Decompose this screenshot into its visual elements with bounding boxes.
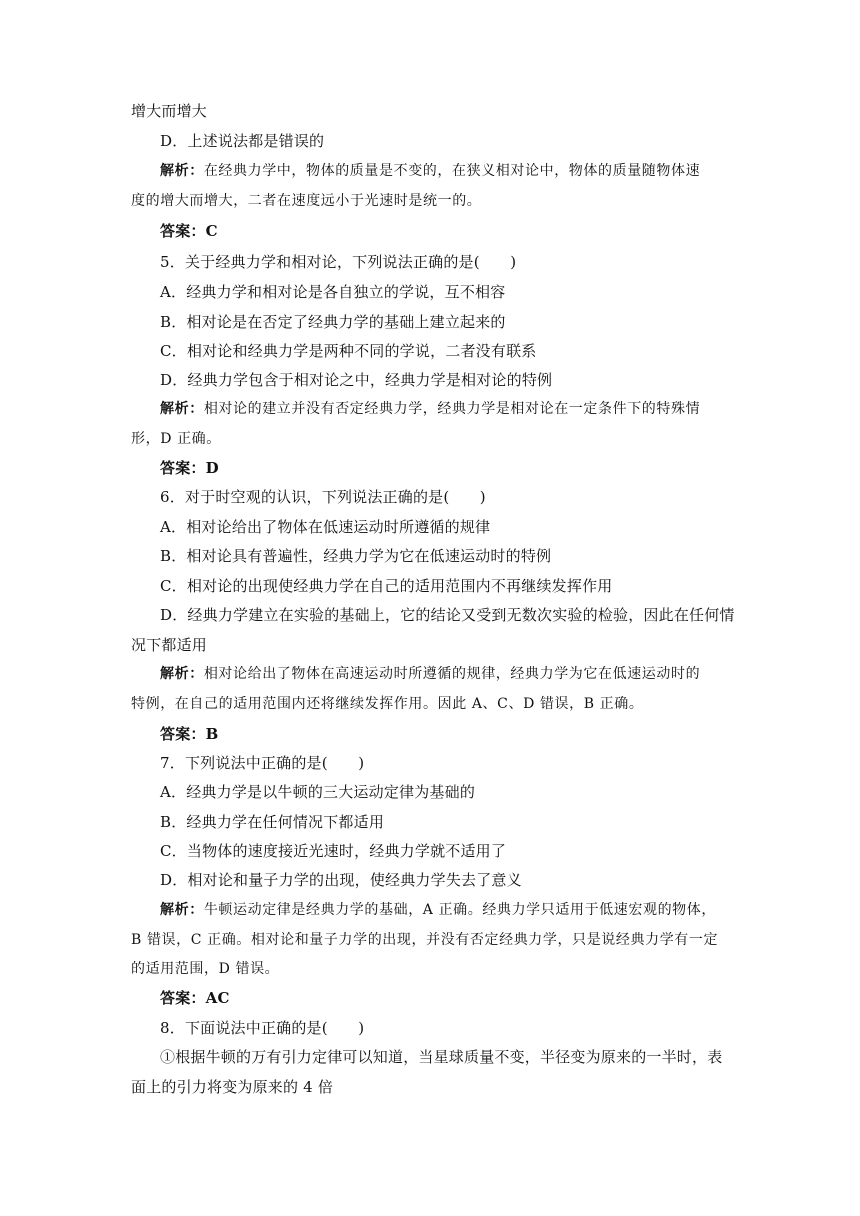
answer-7: [160, 987, 732, 1009]
analysis-label: 解析：: [160, 163, 204, 179]
question-7: 7．下列说法中正确的是( ): [160, 754, 365, 772]
statement-1: ①根据牛顿的万有引力定律可以知道，当星球质量不变，半径变为原来的一半时，表: [160, 1048, 723, 1066]
answer-label: 答案：: [160, 222, 206, 240]
analysis-label: 解析：: [160, 401, 204, 417]
option-c-continuation: 增大而增大: [131, 102, 208, 120]
statement-1-continuation: 面上的引力将变为原来的 4 倍: [131, 1078, 334, 1096]
analysis-5-continuation: 形，D 正确。: [131, 431, 221, 447]
analysis-4-continuation: 度的增大而增大，二者在速度远小于光速时是统一的。: [131, 193, 482, 209]
answer-label: 答案：: [160, 989, 206, 1007]
option-c: C．相对论的出现使经典力学在自己的适用范围内不再继续发挥作用: [160, 577, 613, 595]
answer-value: D: [205, 459, 219, 477]
analysis-text: 在经典力学中，物体的质量是不变的，在狭义相对论中，物体的质量随物体速: [203, 163, 701, 179]
question-5: 5．关于经典力学和相对论，下列说法正确的是( ): [160, 253, 517, 271]
answer-4: [160, 220, 732, 242]
analysis-text: 牛顿运动定律是经典力学的基础，A 正确。经典力学只适用于低速宏观的物体，: [203, 902, 716, 918]
option-d: D．经典力学建立在实验的基础上，它的结论又受到无数次实验的检验，因此在任何情: [160, 606, 735, 624]
option-a: A．经典力学和相对论是各自独立的学说，互不相容: [160, 283, 506, 301]
analysis-4: [160, 160, 732, 182]
answer-value: C: [205, 222, 218, 240]
analysis-6: [160, 663, 732, 685]
answer-label: 答案：: [160, 459, 206, 477]
analysis-7: [160, 899, 732, 921]
analysis-5: [160, 398, 732, 420]
question-6: 6．对于时空观的认识，下列说法正确的是( ): [160, 488, 486, 506]
analysis-label: 解析：: [160, 902, 204, 918]
option-b: B．经典力学在任何情况下都适用: [160, 813, 385, 831]
option-a: A．经典力学是以牛顿的三大运动定律为基础的: [160, 783, 476, 801]
answer-value: B: [205, 725, 219, 743]
answer-value: AC: [205, 989, 230, 1007]
analysis-text: 相对论的建立并没有否定经典力学，经典力学是相对论在一定条件下的特殊情: [203, 401, 701, 417]
option-d-continuation: 况下都适用: [131, 636, 208, 654]
analysis-7-continuation: B 错误，C 正确。相对论和量子力学的出现，并没有否定经典力学，只是说经典力学有一定: [131, 932, 719, 948]
answer-5: [160, 457, 732, 479]
option-d: D．上述说法都是错误的: [160, 132, 325, 150]
analysis-7-continuation: 的适用范围，D 错误。: [131, 961, 280, 977]
analysis-label: 解析：: [160, 666, 204, 682]
option-b: B．相对论是在否定了经典力学的基础上建立起来的: [160, 313, 506, 331]
analysis-text: 相对论给出了物体在高速运动时所遵循的规律，经典力学为它在低速运动时的: [203, 666, 701, 682]
analysis-6-continuation: 特例，在自己的适用范围内还将继续发挥作用。因此 A、C、D 错误，B 正确。: [131, 696, 644, 712]
answer-6: [160, 723, 732, 745]
option-c: C．相对论和经典力学是两种不同的学说，二者没有联系: [160, 342, 537, 360]
answer-label: 答案：: [160, 725, 206, 743]
option-b: B．相对论具有普遍性，经典力学为它在低速运动时的特例: [160, 547, 552, 565]
option-d: D．相对论和量子力学的出现，使经典力学失去了意义: [160, 871, 522, 889]
option-a: A．相对论给出了物体在低速运动时所遵循的规律: [160, 518, 491, 536]
option-c: C．当物体的速度接近光速时，经典力学就不适用了: [160, 842, 507, 860]
question-8: 8．下面说法中正确的是( ): [160, 1019, 365, 1037]
option-d: D．经典力学包含于相对论之中，经典力学是相对论的特例: [160, 371, 553, 389]
